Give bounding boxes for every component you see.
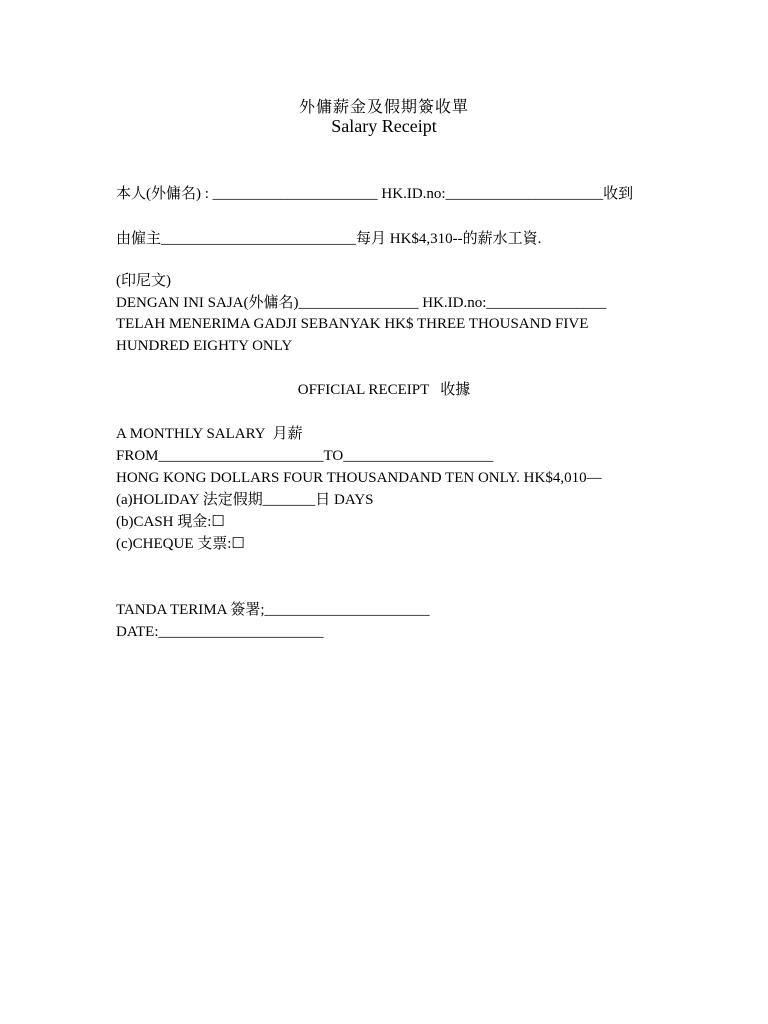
holiday-days-line: (a)HOLIDAY 法定假期_______日 DAYS <box>116 492 374 508</box>
indonesian-receipt-line: DENGAN INI SAJA(外傭名)________________ HK.ID.no:________________ <box>116 295 607 311</box>
document-title-english: Salary Receipt <box>331 116 437 136</box>
official-receipt-heading: OFFICIAL RECEIPT 收據 <box>297 382 471 398</box>
monthly-salary-label: A MONTHLY SALARY 月薪 <box>116 426 303 442</box>
indonesian-section-heading: (印尼文) <box>116 273 171 289</box>
cash-payment-option: (b)CASH 現金:☐ <box>116 514 225 530</box>
employer-salary-line: 由僱主__________________________每月 HK$4,310--的薪水工資. <box>116 231 542 247</box>
salary-amount-line: HONG KONG DOLLARS FOUR THOUSANDAND TEN ONLY. HK$4,010— <box>116 470 602 486</box>
indonesian-amount-line-cont: HUNDRED EIGHTY ONLY <box>116 338 293 354</box>
employee-receipt-line: 本人(外傭名) : ______________________ HK.ID.no:_____________________收到 <box>116 186 634 202</box>
signature-line: TANDA TERIMA 簽署;______________________ <box>116 602 430 618</box>
salary-period-line: FROM______________________TO____________________ <box>116 448 494 464</box>
date-line: DATE:______________________ <box>116 624 324 640</box>
document-title-chinese: 外傭薪金及假期簽收單 <box>298 99 469 116</box>
cheque-payment-option: (c)CHEQUE 支票:☐ <box>116 536 245 552</box>
indonesian-amount-line: TELAH MENERIMA GADJI SEBANYAK HK$ THREE THOUSAND FIVE <box>116 316 589 332</box>
